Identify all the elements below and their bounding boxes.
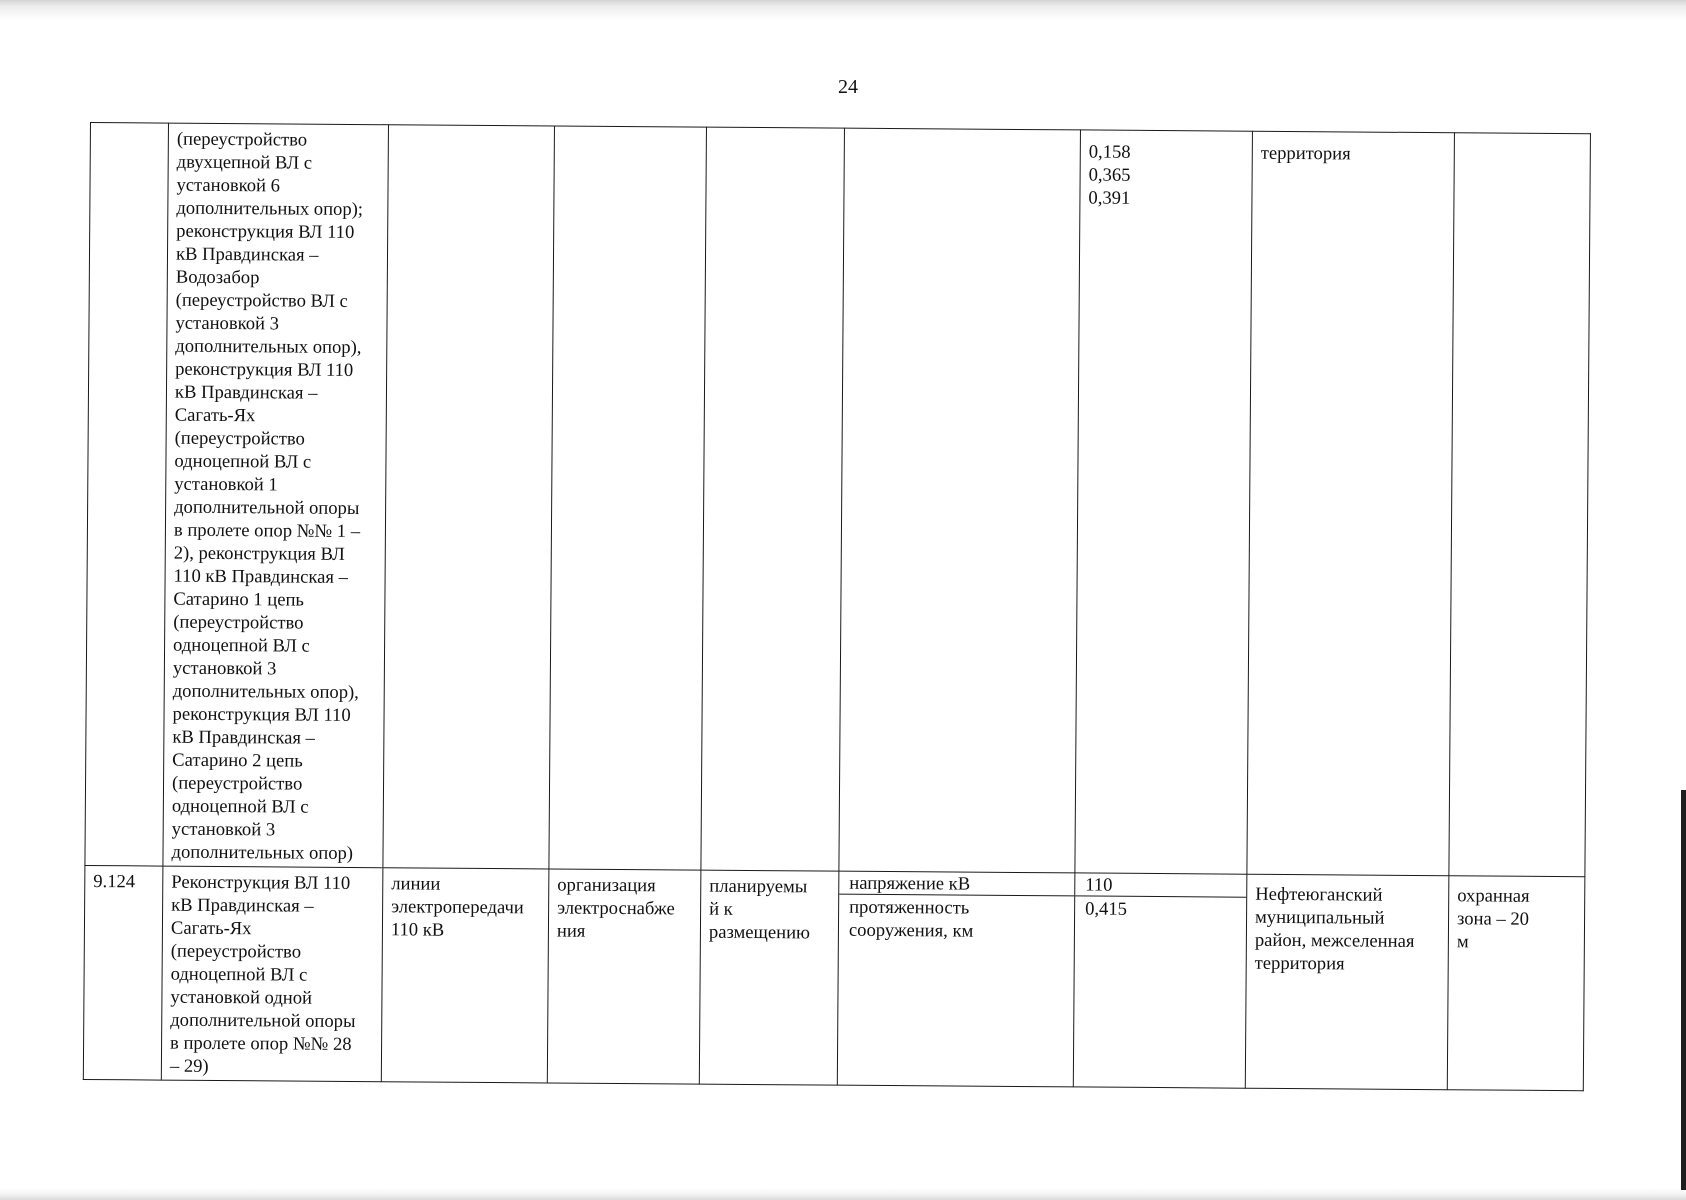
- text-line: Водозабор: [175, 266, 260, 289]
- location-text: территория: [1260, 142, 1351, 165]
- text-line: реконструкция ВЛ 110: [176, 220, 355, 243]
- zone-cell: [1449, 133, 1591, 877]
- object-type-text: [391, 872, 541, 942]
- status-text: [709, 875, 831, 945]
- text-line: Нефтеюганский: [1255, 883, 1383, 906]
- text-line: й к: [709, 898, 733, 920]
- text-line: 110 кВ: [390, 919, 445, 941]
- text-line: линии: [391, 873, 441, 895]
- parameter-label-cell: [837, 871, 1075, 1087]
- length-value: 0,415: [1085, 898, 1128, 920]
- text-line: электроснабже: [557, 897, 675, 920]
- text-line: установкой одной: [170, 986, 313, 1009]
- text-line: электропередачи: [391, 896, 524, 919]
- text-line: 0,391: [1088, 187, 1131, 209]
- scan-right-edge: [1681, 790, 1686, 1190]
- location-cell: [1247, 131, 1455, 875]
- text-line: протяженность: [849, 896, 970, 919]
- text-line: дополнительных опор): [171, 841, 354, 864]
- description-cell: [163, 123, 389, 868]
- parameter-values: [1088, 140, 1244, 210]
- text-line: в пролете опор №№ 28: [170, 1032, 352, 1055]
- type-cell: [383, 125, 555, 869]
- text-line: двухцепной ВЛ с: [176, 151, 313, 174]
- text-line: дополнительных опор);: [176, 197, 364, 221]
- text-line: одноцепной ВЛ с: [172, 634, 310, 657]
- voltage-value: 110: [1075, 873, 1246, 897]
- text-line: одноцепной ВЛ с: [174, 450, 312, 473]
- page-number: 24: [838, 76, 858, 98]
- text-line: кВ Правдинская –: [175, 243, 319, 266]
- text-line: сооружения, км: [848, 919, 974, 942]
- purpose-text: [557, 874, 693, 944]
- text-line: установкой 1: [174, 473, 278, 496]
- description-cell: [161, 866, 383, 1082]
- scan-bottom-edge: [0, 1188, 1686, 1200]
- text-line: зона – 20: [1456, 908, 1530, 930]
- text-line: установкой 3: [171, 818, 276, 841]
- zone-text: [1457, 884, 1577, 954]
- text-line: установкой 3: [172, 657, 277, 680]
- text-line: дополнительных опор),: [175, 335, 362, 359]
- text-line: 0,365: [1088, 164, 1131, 186]
- text-line: территория: [1254, 952, 1345, 975]
- text-line: 0,158: [1088, 141, 1131, 163]
- parameter-label-cell: [839, 128, 1081, 873]
- status-cell: [699, 870, 839, 1085]
- text-line: установкой 3: [175, 312, 280, 335]
- text-line: планируемы: [709, 875, 808, 898]
- text-line: (переустройство: [171, 772, 303, 795]
- text-line: муниципальный: [1254, 906, 1385, 929]
- object-table: [83, 122, 1591, 1091]
- type-cell: [381, 868, 549, 1083]
- row-number-cell: 9.124: [83, 865, 163, 1080]
- text-line: Сатарино 2 цепь: [172, 749, 303, 772]
- text-line: установкой 6: [176, 174, 281, 197]
- description-text: [171, 128, 380, 866]
- text-line: охранная: [1457, 885, 1530, 907]
- text-line: кВ Правдинская –: [174, 381, 318, 404]
- text-line: дополнительных опор),: [172, 680, 359, 704]
- voltage-label: напряжение кВ: [839, 872, 1074, 897]
- text-line: дополнительной опоры: [174, 496, 360, 520]
- table-row: [83, 865, 1585, 1090]
- text-line: (переустройство: [174, 427, 305, 450]
- text-line: (переустройство ВЛ с: [175, 289, 348, 312]
- parameter-value-cell: [1075, 130, 1253, 874]
- status-cell: [701, 127, 845, 871]
- text-line: в пролете опор №№ 1 –: [173, 519, 361, 543]
- text-line: ния: [556, 920, 586, 942]
- text-line: 110 кВ Правдинская –: [173, 565, 349, 588]
- text-line: (переустройство: [176, 128, 308, 151]
- purpose-cell: [549, 126, 707, 870]
- text-line: – 29): [169, 1055, 209, 1077]
- text-line: реконструкция ВЛ 110: [172, 703, 351, 726]
- text-line: (переустройство: [173, 611, 304, 634]
- text-line: Сагать-Ях: [174, 404, 256, 427]
- description-text: [170, 871, 375, 1080]
- text-line: м: [1456, 931, 1469, 953]
- text-line: Реконструкция ВЛ 110: [171, 871, 351, 894]
- text-line: дополнительной опоры: [170, 1009, 356, 1033]
- scan-top-edge: [0, 0, 1686, 20]
- text-line: организация: [557, 874, 656, 897]
- text-line: кВ Правдинская –: [171, 894, 314, 917]
- purpose-cell: [547, 869, 701, 1084]
- text-line: кВ Правдинская –: [172, 726, 315, 749]
- text-line: реконструкция ВЛ 110: [175, 358, 354, 381]
- text-line: (переустройство: [170, 940, 302, 963]
- text-line: Сатарино 1 цепь: [173, 588, 305, 611]
- text-line: 2), реконструкция ВЛ: [173, 542, 345, 565]
- zone-cell: [1447, 876, 1585, 1091]
- parameter-value-cell: [1073, 873, 1247, 1088]
- location-text: [1255, 883, 1441, 976]
- length-label: [839, 895, 1074, 944]
- text-line: размещению: [708, 921, 811, 944]
- text-line: одноцепной ВЛ с: [170, 963, 308, 986]
- table-row: [85, 123, 1591, 877]
- text-line: Сагать-Ях: [170, 917, 252, 940]
- text-line: район, межселенная: [1254, 929, 1415, 952]
- location-cell: [1245, 874, 1449, 1090]
- row-number-cell: [85, 123, 169, 867]
- text-line: одноцепной ВЛ с: [171, 795, 309, 818]
